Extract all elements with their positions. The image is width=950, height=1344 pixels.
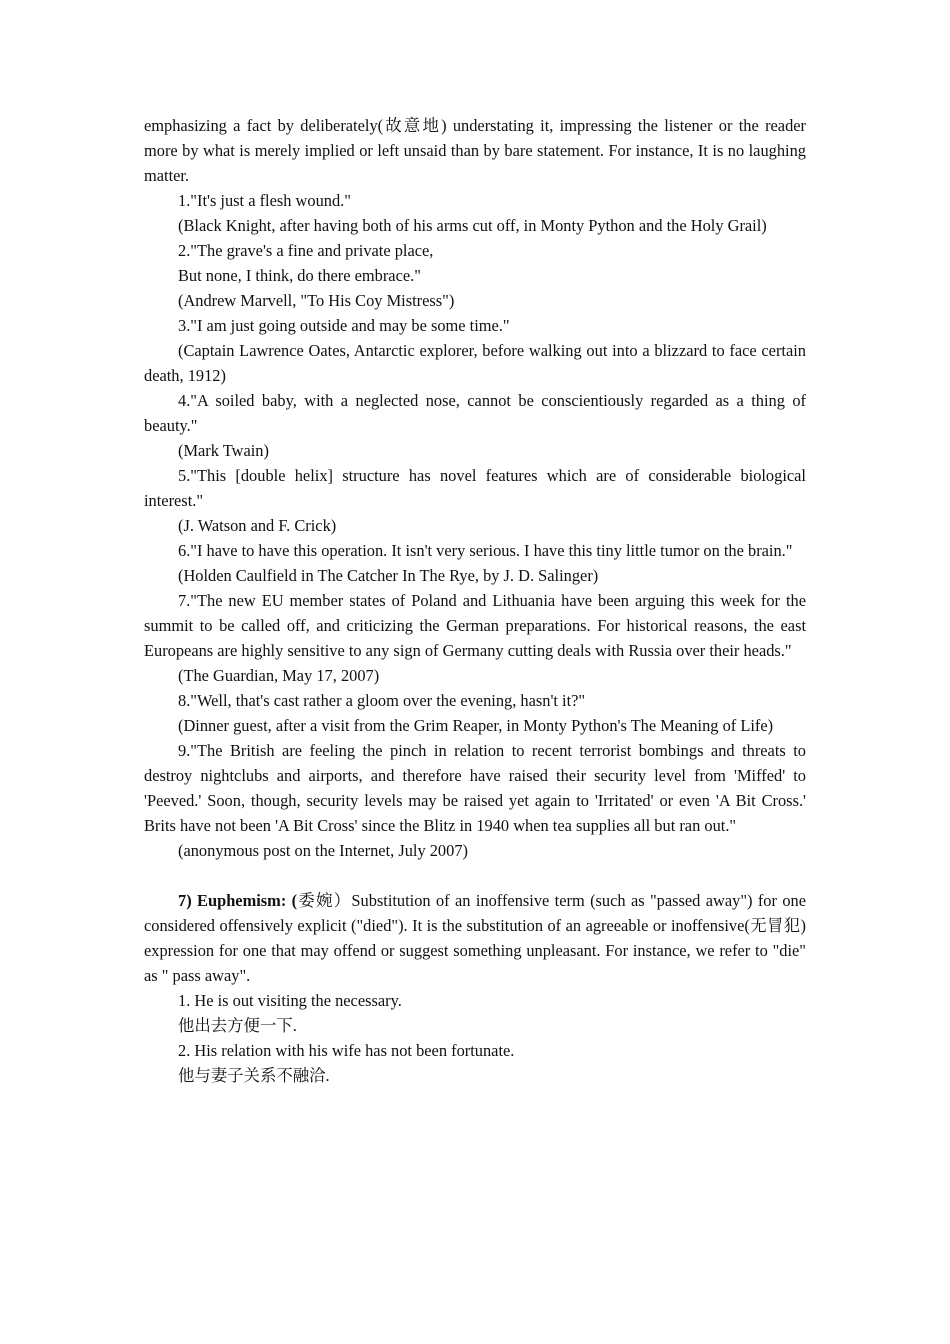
example-source: (J. Watson and F. Crick) [178, 516, 337, 535]
euphemism-translation: 他与妻子关系不融洽. [178, 1066, 330, 1085]
example-quote: 4."A soiled baby, with a neglected nose, cannot be conscientiously regarded as a thing of beauty." [144, 391, 806, 435]
example-quote: 8."Well, that's cast rather a gloom over the evening, hasn't it?" [178, 691, 586, 710]
document-page [144, 113, 806, 1088]
euphemism-example: 1. He is out visiting the necessary. [178, 991, 402, 1010]
example-quote: 9."The British are feeling the pinch in relation to recent terrorist bombings and threats to destroy nightclubs and airports, and therefore have raised their security level from 'Miffed' to 'Peeved.' Soon, though, security levels may be raised yet again to 'Irritated' or even 'A Bit Cross.' Brits have not been 'A Bit Cross' since the Blitz in 1940 when tea supplies all but ran out." [144, 741, 806, 835]
example-quote: 7."The new EU member states of Poland and Lithuania have been arguing this week for the summit to be called off, and criticizing the German preparations. For historical reasons, the east Europeans are highly sensitive to any sign of Germany cutting deals with Russia over their heads." [144, 591, 806, 660]
example-source: (Captain Lawrence Oates, Antarctic explorer, before walking out into a blizzard to face certain death, 1912) [144, 341, 806, 385]
intro-paragraph: emphasizing a fact by deliberately(故意地) understating it, impressing the listener or the reader more by what is merely implied or left unsaid than by bare statement. For instance, It is no laughing matter. [144, 116, 806, 185]
example-source: (anonymous post on the Internet, July 2007) [178, 841, 468, 860]
example-source: (Andrew Marvell, "To His Coy Mistress") [178, 291, 455, 310]
example-source: (Dinner guest, after a visit from the Grim Reaper, in Monty Python's The Meaning of Life) [178, 716, 774, 735]
spacer [144, 863, 806, 888]
section-heading: 7) Euphemism: ( [178, 891, 298, 910]
example-source: (Black Knight, after having both of his arms cut off, in Monty Python and the Holy Grail) [178, 216, 767, 235]
euphemism-definition: 委婉）Substitution of an inoffensive term (such as "passed away") for one considered offensively explicit ("died"). It is the substitution of an agreeable or inoffensive(无冒犯) expression for one that may offend or suggest something unpleasant. For instance, we refer to "die" as " pass away". [144, 891, 806, 985]
example-quote: 1."It's just a flesh wound." [178, 191, 351, 210]
example-source: (Holden Caulfield in The Catcher In The Rye, by J. D. Salinger) [178, 566, 599, 585]
example-quote: 3."I am just going outside and may be some time." [178, 316, 510, 335]
example-quote: 5."This [double helix] structure has novel features which are of considerable biological interest." [144, 466, 806, 510]
example-quote: 6."I have to have this operation. It isn't very serious. I have this tiny little tumor on the brain." [178, 541, 793, 560]
euphemism-translation: 他出去方便一下. [178, 1016, 297, 1035]
example-source: (The Guardian, May 17, 2007) [178, 666, 380, 685]
example-quote-line2: But none, I think, do there embrace." [178, 266, 421, 285]
example-source: (Mark Twain) [178, 441, 269, 460]
example-quote: 2."The grave's a fine and private place, [178, 241, 434, 260]
euphemism-paragraph [144, 888, 806, 988]
euphemism-example: 2. His relation with his wife has not been fortunate. [178, 1041, 515, 1060]
